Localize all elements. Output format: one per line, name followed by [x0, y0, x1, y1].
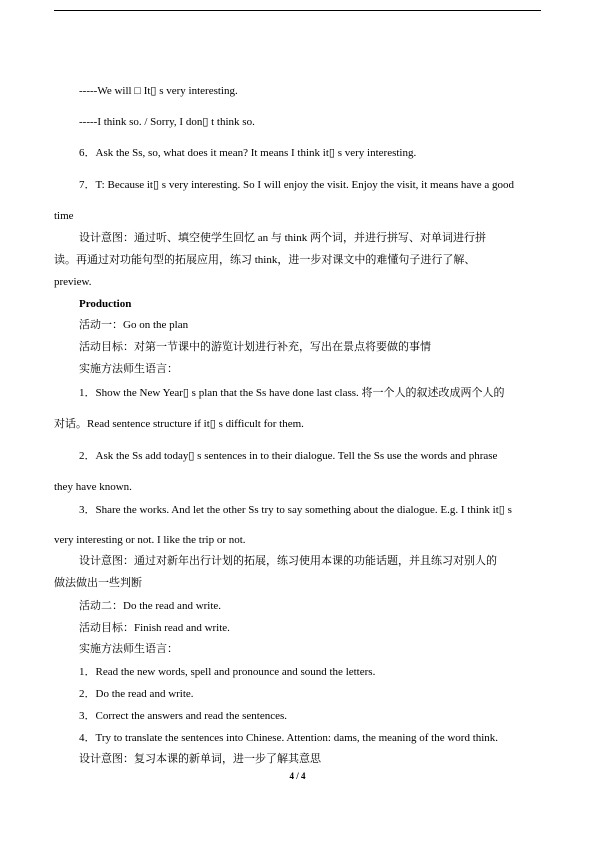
activity-1-step-2: 2．Ask the Ss add today▯ s sentences in to their dialogue. Tell the Ss use the words and phrase — [79, 450, 498, 462]
activity-2-step-1: 1．Read the new words, spell and pronounce and sound the letters. — [79, 666, 376, 678]
design-intent-2-line-2: 做法做出一些判断 — [54, 577, 142, 589]
method-heading-2: 实施方法师生语言： — [79, 643, 178, 655]
design-intent-1-line-1: 设计意图：通过听、填空使学生回忆 an 与 think 两个词，并进行拼写、对单词进行拼 — [79, 232, 486, 244]
dialogue-line-1: -----We will □ It▯ s very interesting. — [79, 85, 238, 97]
activity-1-step-1-continued: 对话。Read sentence structure if it▯ s difficult for them. — [54, 418, 304, 430]
design-intent-1-line-2: 读。再通过对功能句型的拓展应用，练习 think，进一步对课文中的难懂句子进行了解、 — [54, 254, 476, 266]
activity-2-title: 活动二：Do the read and write. — [79, 600, 222, 612]
design-intent-2-line-1: 设计意图：通过对新年出行计划的拓展，练习使用本课的功能话题，并且练习对别人的 — [79, 555, 497, 567]
activity-1-goal: 活动目标：对第一节课中的游览计划进行补充，写出在景点将要做的事情 — [79, 341, 431, 353]
dialogue-line-2: -----I think so. / Sorry, I don▯ t think so. — [79, 116, 255, 128]
step-7: 7．T: Because it▯ s very interesting. So I will enjoy the visit. Enjoy the visit, it means have a good — [79, 179, 515, 191]
activity-2-step-2: 2．Do the read and write. — [79, 688, 194, 700]
activity-2-goal: 活动目标：Finish read and write. — [79, 622, 230, 634]
header-rule — [54, 10, 541, 11]
activity-1-step-3-continued: very interesting or not. I like the trip or not. — [54, 534, 246, 546]
design-intent-1-line-3: preview. — [54, 276, 92, 288]
activity-1-step-1: 1．Show the New Year▯ s plan that the Ss have done last class. 将一个人的叙述改成两个人的 — [79, 387, 505, 399]
step-6: 6．Ask the Ss, so, what does it mean? It means I think it▯ s very interesting. — [79, 147, 417, 159]
activity-1-step-2-continued: they have known. — [54, 481, 132, 493]
design-intent-3: 设计意图：复习本课的新单词，进一步了解其意思 — [79, 753, 321, 765]
page-number: 4 / 4 — [289, 771, 306, 781]
section-heading-production: Production — [79, 298, 132, 310]
activity-1-title: 活动一：Go on the plan — [79, 319, 189, 331]
step-7-continued: time — [54, 210, 74, 222]
method-heading-1: 实施方法师生语言： — [79, 363, 178, 375]
activity-2-step-4: 4．Try to translate the sentences into Chinese. Attention: dams, the meaning of the word think. — [79, 732, 499, 744]
activity-2-step-3: 3．Correct the answers and read the sentences. — [79, 710, 288, 722]
activity-1-step-3: 3．Share the works. And let the other Ss try to say something about the dialogue. E.g. I think it▯ s — [79, 504, 512, 516]
